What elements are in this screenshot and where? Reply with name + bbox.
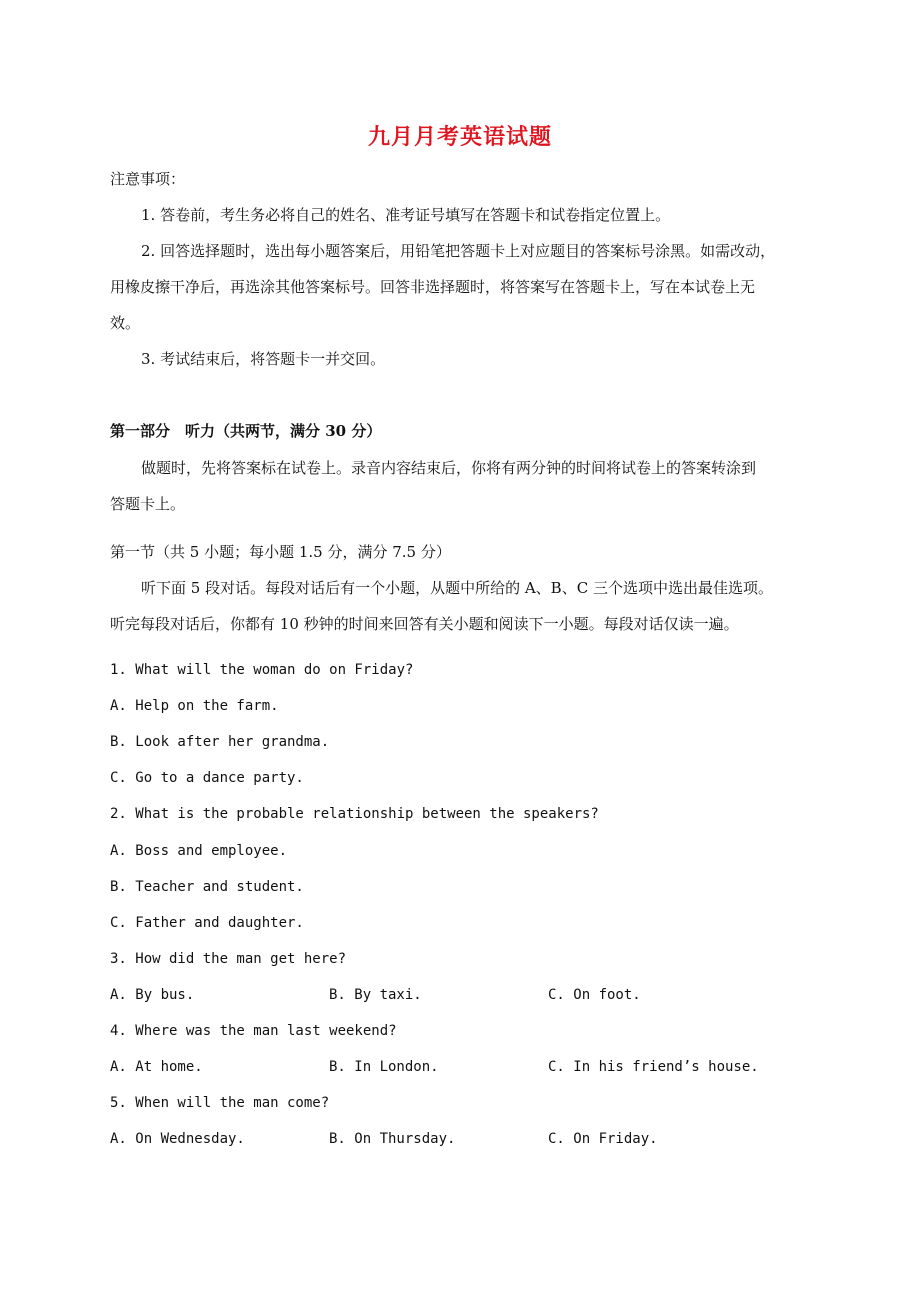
- section1-heading: 第一节（共 5 小题；每小题 1.5 分，满分 7.5 分）: [110, 543, 451, 561]
- notice-item-1: 1. 答卷前，考生务必将自己的姓名、准考证号填写在答题卡和试卷指定位置上。: [141, 206, 671, 224]
- notice-item-2-line-3: 效。: [110, 314, 141, 332]
- section1-intro-line-2: 听完每段对话后，你都有 10 秒钟的时间来回答有关小题和阅读下一小题。每段对话仅读一遍。: [110, 615, 739, 633]
- question-3-option-c: C. On foot.: [548, 987, 641, 1003]
- question-4-option-b: B. In London.: [329, 1059, 439, 1075]
- page-title: 九月月考英语试题: [367, 124, 552, 150]
- question-1-stem: 1. What will the woman do on Friday?: [110, 662, 414, 678]
- question-5-stem: 5. When will the man come?: [110, 1095, 330, 1111]
- question-3-option-b: B. By taxi.: [329, 987, 422, 1003]
- question-1-option-a: A. Help on the farm.: [110, 698, 279, 714]
- section1-intro-line-1: 听下面 5 段对话。每段对话后有一个小题，从题中所给的 A、B、C 三个选项中选出最佳选项。: [141, 579, 773, 597]
- question-2-option-c: C. Father and daughter.: [110, 915, 304, 931]
- part1-heading: 第一部分 听力（共两节，满分 30 分）: [110, 422, 382, 440]
- question-2-option-b: B. Teacher and student.: [110, 879, 304, 895]
- question-2-option-a: A. Boss and employee.: [110, 843, 288, 859]
- notice-item-2-line-2: 用橡皮擦干净后，再选涂其他答案标号。回答非选择题时，将答案写在答题卡上，写在本试卷上无: [110, 278, 756, 296]
- question-5-option-b: B. On Thursday.: [329, 1131, 456, 1147]
- question-1-option-b: B. Look after her grandma.: [110, 734, 330, 750]
- question-4-option-c: C. In his friend’s house.: [548, 1059, 759, 1075]
- question-3-stem: 3. How did the man get here?: [110, 951, 347, 967]
- part1-intro-line-1: 做题时，先将答案标在试卷上。录音内容结束后，你将有两分钟的时间将试卷上的答案转涂到: [141, 459, 757, 477]
- question-4-option-a: A. At home.: [110, 1059, 203, 1075]
- notice-heading: 注意事项：: [110, 170, 186, 188]
- question-2-stem: 2. What is the probable relationship between the speakers?: [110, 806, 599, 822]
- notice-item-2-line-1: 2. 回答选择题时，选出每小题答案后，用铅笔把答题卡上对应题目的答案标号涂黑。如需改动，: [141, 242, 776, 260]
- notice-item-3: 3. 考试结束后，将答题卡一并交回。: [141, 350, 386, 368]
- question-5-option-a: A. On Wednesday.: [110, 1131, 245, 1147]
- question-3-option-a: A. By bus.: [110, 987, 195, 1003]
- question-1-option-c: C. Go to a dance party.: [110, 770, 304, 786]
- part1-intro-line-2: 答题卡上。: [110, 495, 186, 513]
- question-4-stem: 4. Where was the man last weekend?: [110, 1023, 397, 1039]
- question-5-option-c: C. On Friday.: [548, 1131, 658, 1147]
